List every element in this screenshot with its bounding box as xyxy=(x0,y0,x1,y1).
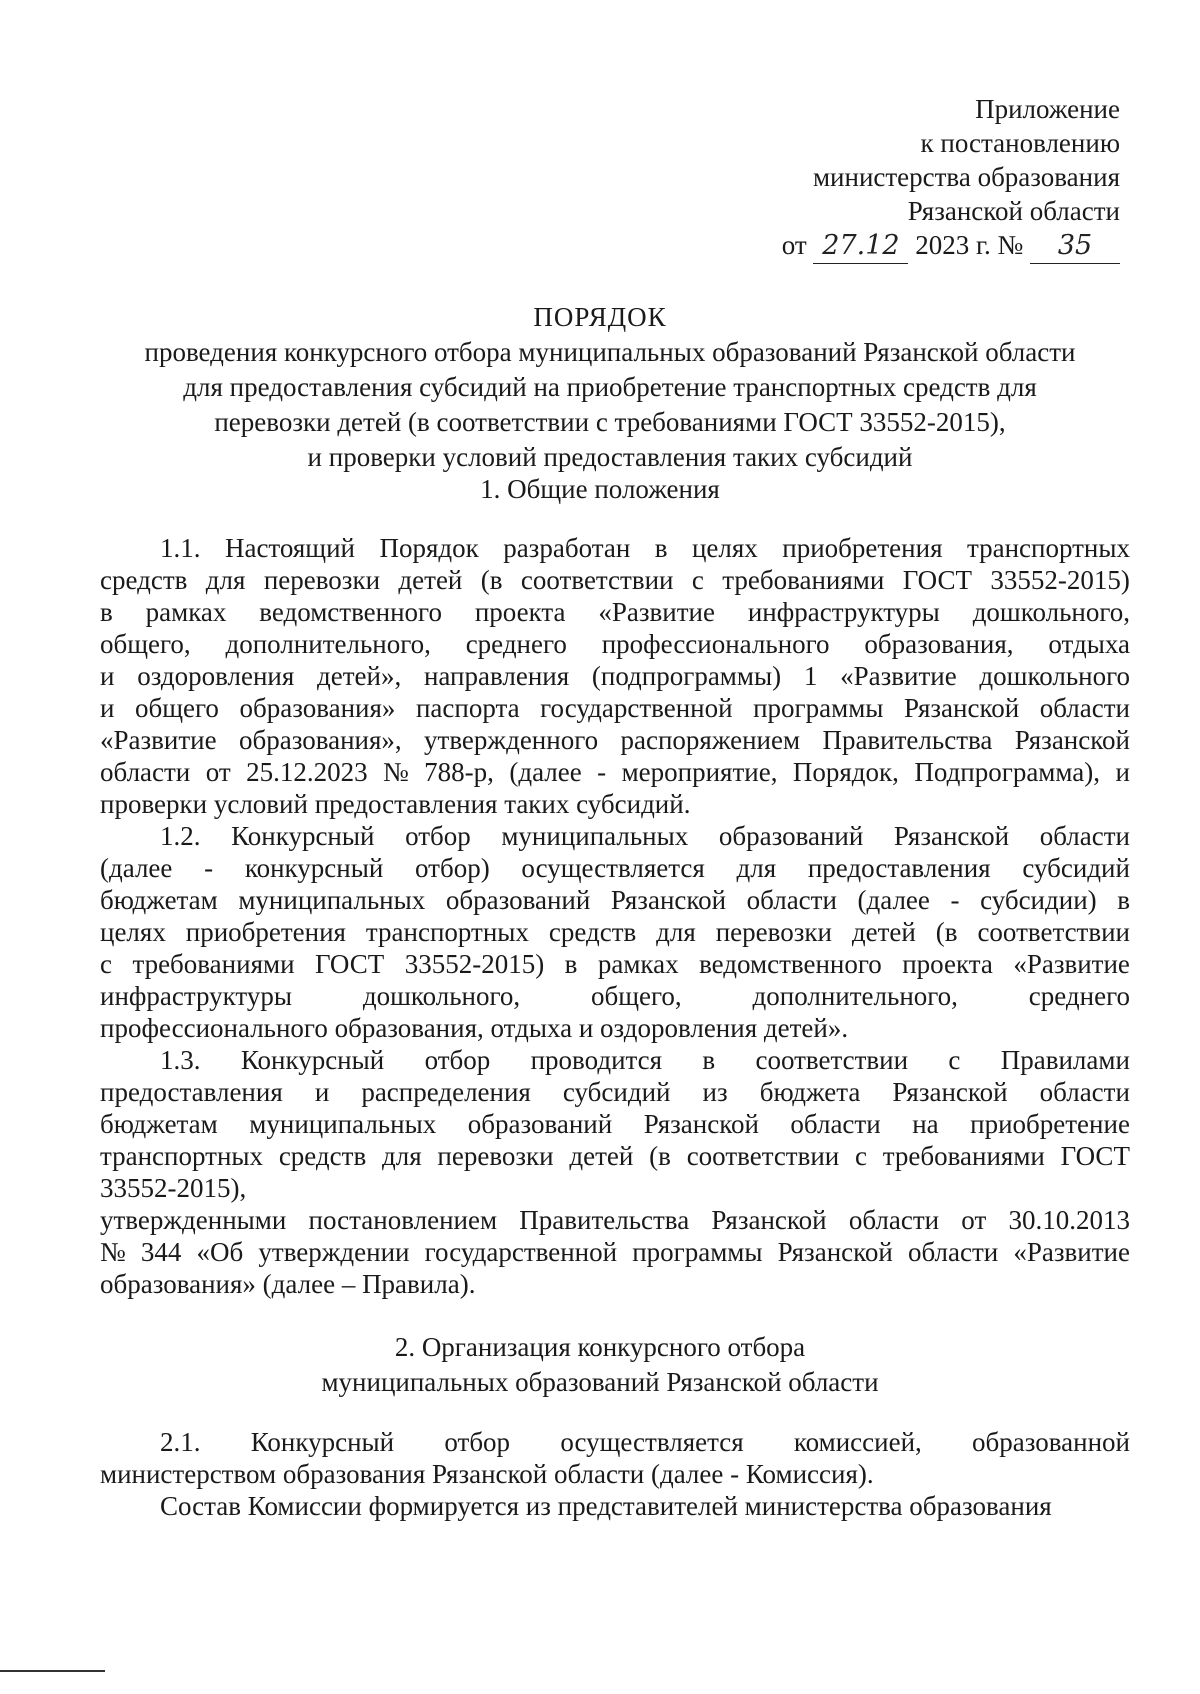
paragraph-1-1 xyxy=(100,532,1130,820)
document-title: ПОРЯДОК xyxy=(533,302,667,332)
text-line: (далее - конкурсный отбор) осуществляется для предоставления субсидий xyxy=(100,853,1130,883)
text-line: «Развитие образования», утвержденного распоряжением Правительства Рязанской xyxy=(100,725,1130,755)
text-line: № 344 «Об утверждении государственной программы Рязанской области «Развитие xyxy=(100,1237,1130,1267)
text-line: области от 25.12.2023 № 788-р, (далее - мероприятие, Порядок, Подпрограмма), и xyxy=(100,757,1130,787)
text-line: Состав Комиссии формируется из представителей министерства образования xyxy=(160,1491,1052,1521)
annex-ref-line: к постановлению xyxy=(920,128,1120,158)
text-line: утвержденными постановлением Правительства Рязанской области от 30.10.2013 xyxy=(100,1205,1130,1235)
paragraph-1-2 xyxy=(100,820,1130,1044)
page-edge-rule xyxy=(0,1670,105,1672)
handwritten-number: 35 xyxy=(1030,229,1120,264)
text-line: бюджетам муниципальных образований Рязанской области на приобретение xyxy=(100,1109,1130,1139)
date-prefix: от xyxy=(781,230,807,260)
annex-title: Приложение xyxy=(975,94,1120,124)
text-line: в рамках ведомственного проекта «Развитие инфраструктуры дошкольного, xyxy=(100,597,1130,627)
text-line: целях приобретения транспортных средств для перевозки детей (в соответствии xyxy=(100,917,1130,947)
subtitle-line: перевозки детей (в соответствии с требованиями ГОСТ 33552-2015), xyxy=(214,407,1006,437)
text-line: и оздоровления детей», направления (подпрограммы) 1 «Развитие дошкольного xyxy=(100,661,1130,691)
section-1-heading: 1. Общие положения xyxy=(480,474,720,504)
text-line: 1.1. Настоящий Порядок разработан в целях приобретения транспортных xyxy=(160,533,1130,563)
text-line: профессионального образования, отдыха и оздоровления детей». xyxy=(100,1013,849,1043)
text-line: средств для перевозки детей (в соответствии с требованиями ГОСТ 33552-2015) xyxy=(100,565,1130,595)
section-2-heading-line: муниципальных образований Рязанской области xyxy=(321,1367,879,1397)
text-line: 2.1. Конкурсный отбор осуществляется комиссией, образованной xyxy=(160,1427,1130,1457)
section-2-heading-line: 2. Организация конкурсного отбора xyxy=(394,1332,806,1362)
annex-ministry-line: министерства образования xyxy=(812,162,1120,192)
document-subtitle xyxy=(120,335,1100,475)
subtitle-line: для предоставления субсидий на приобретение транспортных средств для xyxy=(183,372,1037,402)
text-line: бюджетам муниципальных образований Рязанской области (далее - субсидии) в xyxy=(100,885,1130,915)
handwritten-date: 27.12 xyxy=(813,229,908,264)
text-line: 1.2. Конкурсный отбор муниципальных образований Рязанской области xyxy=(160,821,1130,851)
annex-block xyxy=(680,92,1120,264)
text-line: с требованиями ГОСТ 33552-2015) в рамках ведомственного проекта «Развитие xyxy=(100,949,1130,979)
paragraph-1-3 xyxy=(100,1044,1130,1300)
text-line: образования» (далее – Правила). xyxy=(100,1269,476,1299)
annex-date-line xyxy=(680,228,1120,264)
text-line: транспортных средств для перевозки детей (в соответствии с требованиями ГОСТ xyxy=(100,1141,1130,1171)
annex-region-line: Рязанской области xyxy=(907,196,1120,226)
text-line: проверки условий предоставления таких субсидий. xyxy=(100,789,691,819)
subtitle-line: проведения конкурсного отбора муниципальных образований Рязанской области xyxy=(144,337,1076,367)
text-line: общего, дополнительного, среднего профессионального образования, отдыха xyxy=(100,629,1130,659)
text-line: предоставления и распределения субсидий из бюджета Рязанской области xyxy=(100,1077,1130,1107)
text-line: 1.3. Конкурсный отбор проводится в соответствии с Правилами xyxy=(160,1045,1130,1075)
subtitle-line: и проверки условий предоставления таких субсидий xyxy=(307,442,913,472)
text-line: министерством образования Рязанской области (далее - Комиссия). xyxy=(100,1459,874,1489)
text-line: и общего образования» паспорта государственной программы Рязанской области xyxy=(100,693,1130,723)
text-line: 33552-2015), xyxy=(100,1173,247,1203)
text-line: инфраструктуры дошкольного, общего, дополнительного, среднего xyxy=(100,981,1130,1011)
year-number-label: 2023 г. № xyxy=(915,230,1024,260)
paragraph-2-1 xyxy=(100,1426,1130,1522)
section-2-heading xyxy=(100,1330,1100,1400)
